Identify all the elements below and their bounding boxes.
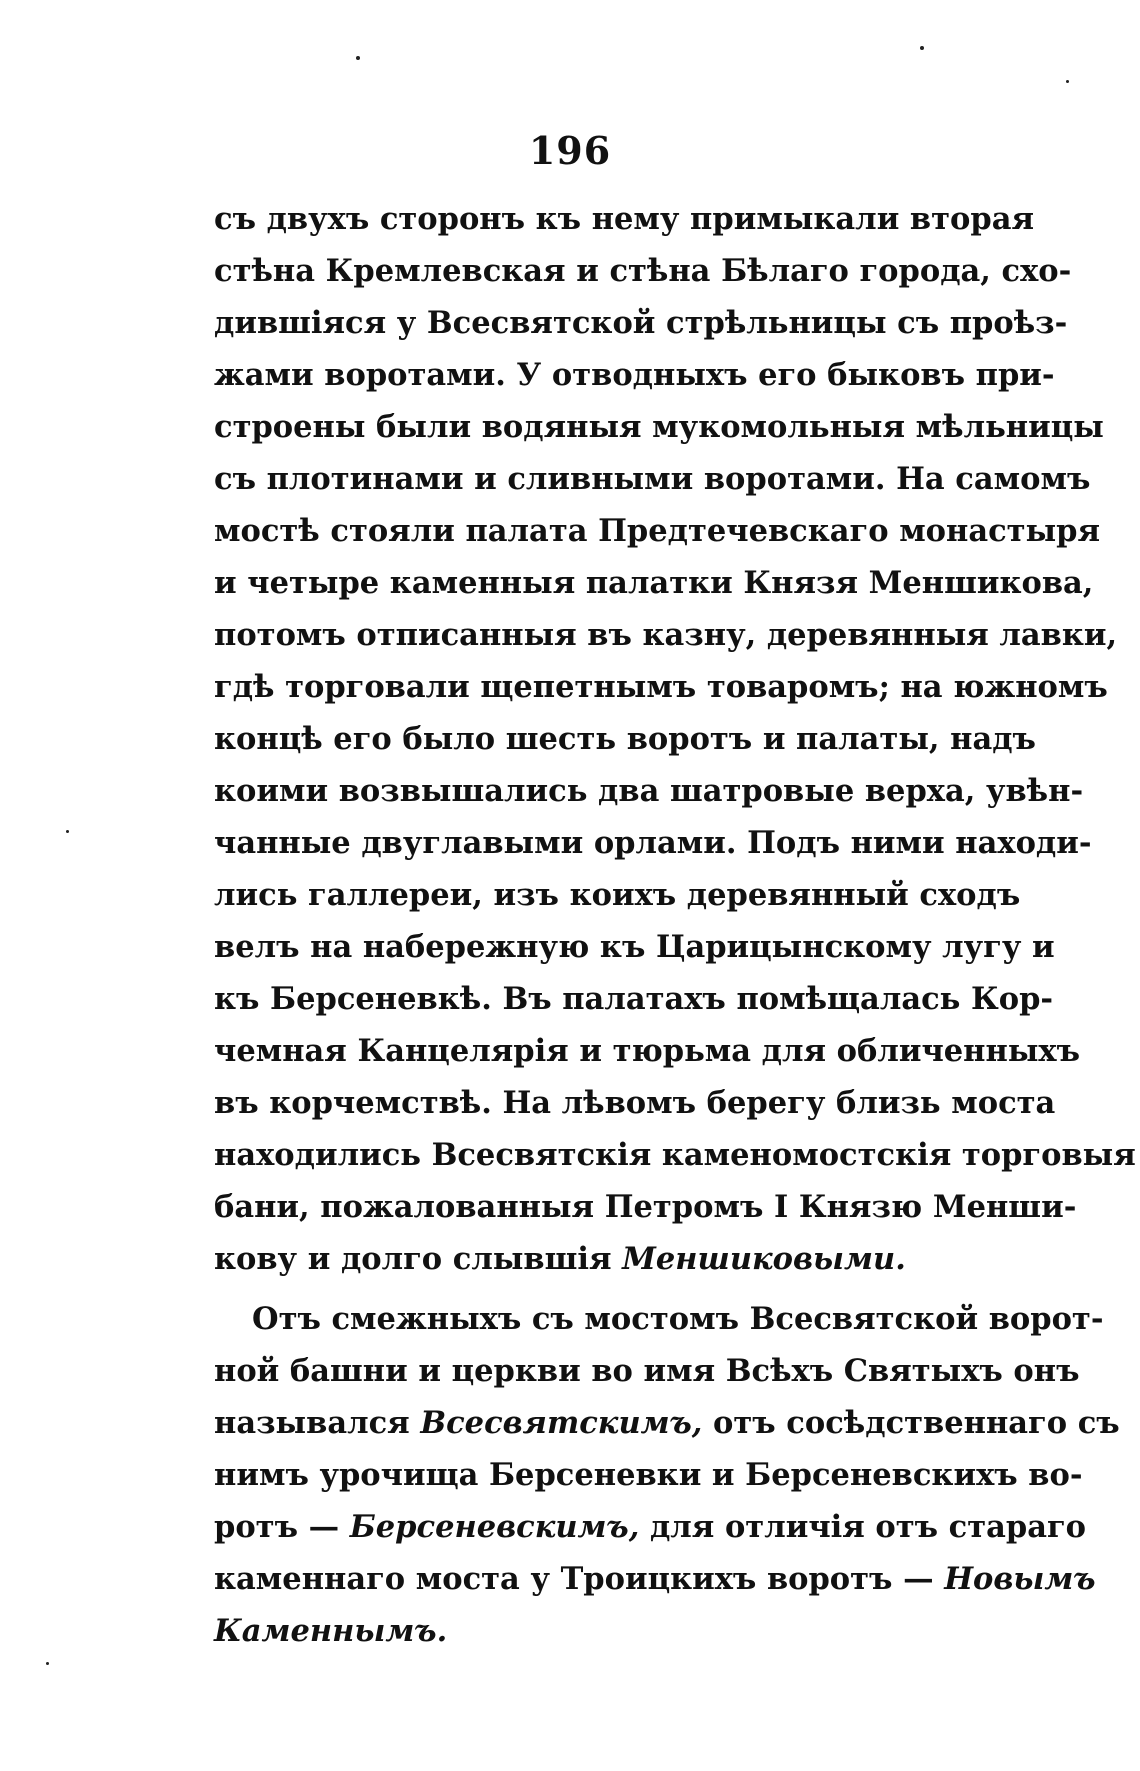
paragraph-2 (214, 1293, 1120, 1657)
text-line: велъ на набережную къ Царицынскому лугу и (214, 929, 1055, 965)
text-line: и четыре каменныя палатки Князя Меншикова, (214, 565, 1094, 601)
text-line: концѣ его было шесть воротъ и палаты, надъ (214, 721, 1036, 757)
text-line: стѣна Кремлевская и стѣна Бѣлаго города, схо- (214, 253, 1072, 289)
italic-name: Новымъ (944, 1561, 1096, 1597)
scan-speck (66, 830, 69, 833)
text-line: нимъ урочища Берсеневки и Берсеневскихъ во- (214, 1457, 1083, 1493)
text-line (214, 1233, 995, 1285)
text-line: бани, пожалованныя Петромъ I Князю Менши- (214, 1189, 1077, 1225)
text-line: съ двухъ сторонъ къ нему примыкали вторая (214, 201, 1034, 237)
italic-name: Каменнымъ. (214, 1613, 448, 1649)
text-line: ной башни и церкви во имя Всѣхъ Святыхъ онъ (214, 1353, 1080, 1389)
text-line (214, 1397, 1120, 1449)
text-line: Отъ смежныхъ съ мостомъ Всесвятской ворот- (252, 1301, 1104, 1337)
italic-name: Берсеневскимъ, (349, 1509, 640, 1545)
text-line: коими возвышались два шатровые верха, увѣн- (214, 773, 1084, 809)
paragraph-gap (214, 1285, 995, 1293)
body-text (214, 193, 1136, 1657)
text-line: въ корчемствѣ. На лѣвомъ берегу близь моста (214, 1085, 1056, 1121)
text-segment: назывался (214, 1405, 410, 1441)
text-line: дившіяся у Всесвятской стрѣльницы съ проѣз- (214, 305, 1068, 341)
text-segment: кову и долго слывшія (214, 1241, 612, 1277)
italic-name: Меншиковыми. (622, 1241, 906, 1277)
scan-speck (1066, 80, 1069, 83)
text-line (214, 1605, 995, 1657)
text-segment: ротъ — (214, 1509, 340, 1545)
italic-name: Всесвятскимъ, (420, 1405, 703, 1441)
page-number: 196 (528, 128, 612, 173)
text-line (214, 1553, 1096, 1605)
text-segment: отъ сосѣдственнаго съ (713, 1405, 1120, 1441)
text-line: потомъ отписанныя въ казну, деревянныя лавки, (214, 617, 1118, 653)
text-segment: для отличія отъ стараго (649, 1509, 1086, 1545)
text-line: чанные двуглавыми орлами. Подъ ними находи- (214, 825, 1092, 861)
text-line: къ Берсеневкѣ. Въ палатахъ помѣщалась Кор- (214, 981, 1054, 1017)
text-line: съ плотинами и сливными воротами. На самомъ (214, 461, 1091, 497)
text-line: мостѣ стояли палата Предтечевскаго монастыря (214, 513, 1101, 549)
text-line: находились Всесвятскія каменомостскія торговыя (214, 1137, 1136, 1173)
scan-speck (920, 46, 924, 50)
scan-speck (46, 1662, 49, 1665)
text-line: гдѣ торговали щепетнымъ товаромъ; на южномъ (214, 669, 1108, 705)
text-line: строены были водяныя мукомольныя мѣльницы (214, 409, 1104, 445)
text-line: лись галлереи, изъ коихъ деревянный сходъ (214, 877, 1021, 913)
text-segment: каменнаго моста у Троицкихъ воротъ — (214, 1561, 934, 1597)
paragraph-1 (214, 193, 1136, 1285)
text-line (214, 1501, 1086, 1553)
scan-speck (356, 56, 360, 60)
text-line: жами воротами. У отводныхъ его быковъ при- (214, 357, 1055, 393)
text-line: чемная Канцелярія и тюрьма для обличенныхъ (214, 1033, 1080, 1069)
